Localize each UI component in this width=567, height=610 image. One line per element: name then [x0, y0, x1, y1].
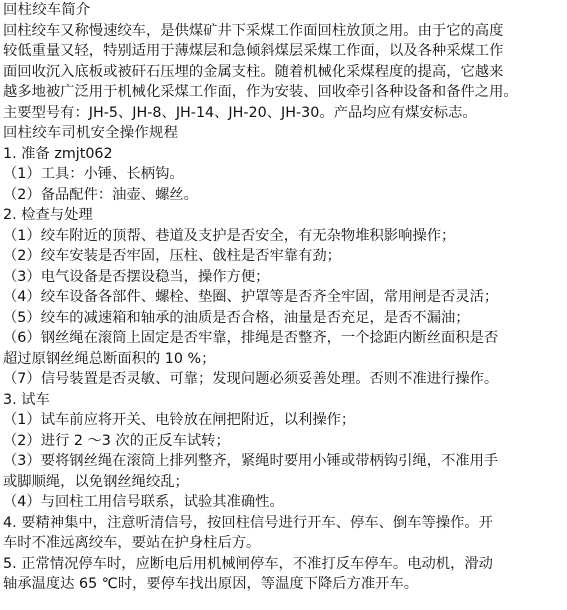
document-body — [3, 0, 565, 595]
intro-paragraph-line: 较低重量又轻，特别适用于薄煤层和急倾斜煤层采煤工作面，以及各种采煤工作 — [3, 43, 504, 59]
intro-paragraph-line: 越多地被广泛用于机械化采煤工作面，作为安装、回收牵引各种设备和备件之用。 — [3, 84, 518, 100]
model-list-line: 主要型号有：JH-5、JH-8、JH-14、JH-20、JH-30。产品均应有煤安标志。 — [3, 104, 477, 121]
section-item-focus: 4. 要精神集中，注意听清信号，按回柱信号进行开车、停车、倒车等操作。开 — [3, 514, 493, 531]
list-item: （2）备品配件：油壶、螺丝。 — [3, 186, 198, 203]
section-heading-test-run: 3. 试车 — [3, 391, 50, 408]
section-item-continuation: 轴承温度达 65 ℃时，要停车找出原因，等温度下降后方准开车。 — [3, 576, 419, 592]
list-item: （7）信号装置是否灵敏、可靠；发现问题必须妥善处理。否则不准进行操作。 — [3, 371, 499, 387]
regulations-heading: 回柱绞车司机安全操作规程 — [3, 125, 179, 141]
list-item: （1）试车前应将开关、电铃放在闸把附近，以利操作； — [3, 412, 356, 428]
list-item: （6）钢丝绳在滚筒上固定是否牢靠，排绳是否整齐，一个捻距内断丝面积是否 — [3, 330, 499, 346]
section-item-stopping: 5. 正常情况停车时，应断电后用机械闸停车，不准打反车停车。电动机，滑动 — [3, 555, 493, 572]
intro-paragraph-line: 面回收沉入底板或被矸石压埋的金属支柱。随着机械化采煤程度的提高，它越来 — [3, 63, 504, 80]
list-item: （1）工具：小锤、长柄钩。 — [3, 166, 184, 182]
list-item: （1）绞车附近的顶帮、巷道及支护是否安全，有无杂物堆积影响操作； — [3, 227, 456, 244]
list-item: （5）绞车的减速箱和轴承的油质是否合格，油量是否充足，是否不漏油； — [3, 309, 470, 326]
intro-heading: 回柱绞车简介 — [3, 2, 91, 18]
list-item: （3）电气设备是否摆设稳当，操作方便； — [3, 268, 270, 285]
list-item: （2）绞车安装是否牢固，压柱、戗柱是否牢靠有劲； — [3, 248, 341, 264]
list-item-continuation: 或脚顺绳，以免钢丝绳绞乱； — [3, 473, 189, 490]
list-item: （3）要将钢丝绳在滚筒上排列整齐，紧绳时要用小锤或带柄钩引绳，不准用手 — [3, 453, 499, 469]
list-item: （4）绞车设备各部件、螺栓、垫圈、护罩等是否齐全牢固，常用闸是否灵活； — [3, 289, 499, 305]
section-heading-prepare: 1. 准备 zmjt062 — [3, 145, 113, 162]
list-item-continuation: 超过原钢丝绳总断面积的 10 %； — [3, 350, 216, 367]
intro-paragraph-line: 回柱绞车又称慢速绞车，是供煤矿井下采煤工作面回柱放顶之用。由于它的高度 — [3, 22, 504, 39]
list-item: （4）与回柱工用信号联系，试验其准确性。 — [3, 494, 284, 510]
list-item: （2）进行 2 ～3 次的正反车试转； — [3, 432, 230, 449]
section-item-continuation: 车时不准远离绞车，要站在护身柱后方。 — [3, 535, 261, 551]
section-heading-inspection: 2. 检查与处理 — [3, 207, 93, 223]
